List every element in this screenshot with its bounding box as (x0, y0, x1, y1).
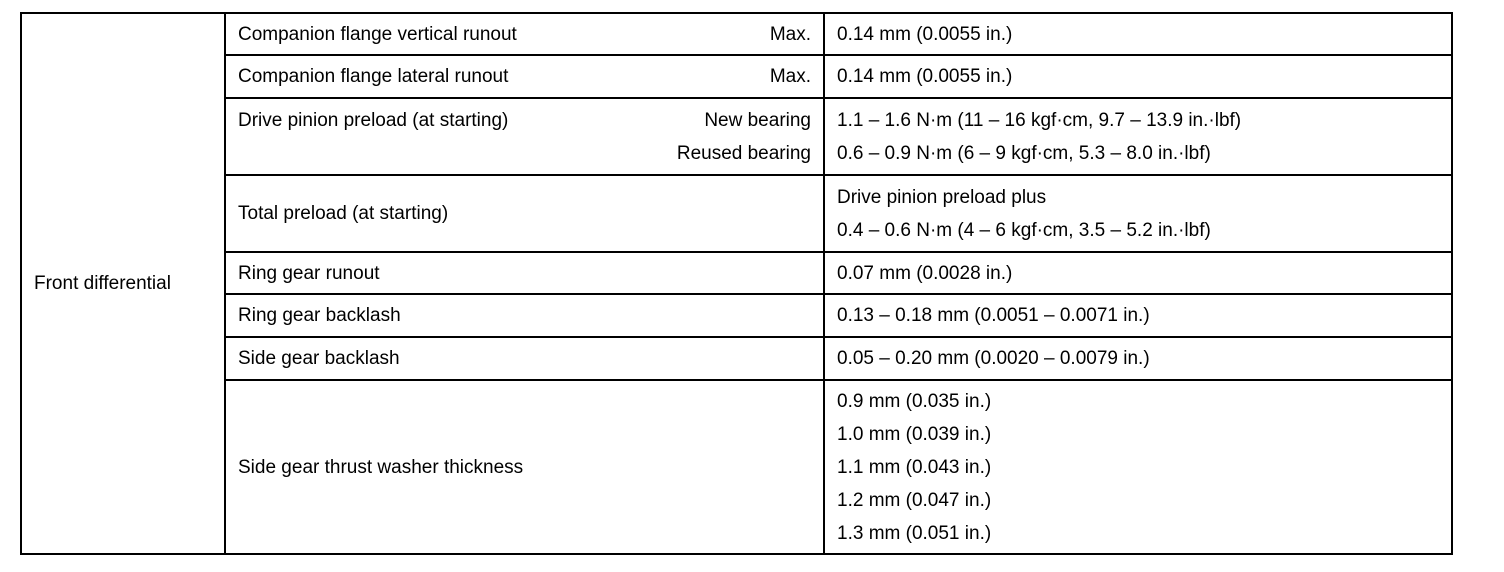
value-cell (824, 294, 1452, 337)
value-text: 0.07 mm (0.0028 in.) (837, 262, 1013, 284)
value-text: 0.9 mm (0.035 in.) (837, 390, 992, 412)
value-text: 1.3 mm (0.051 in.) (837, 522, 992, 544)
table-row (21, 294, 1452, 337)
item-label: Drive pinion preload (at starting) (238, 109, 509, 131)
qualifier-label: Reused bearing (676, 142, 811, 164)
item-label: Side gear thrust washer thickness (238, 456, 524, 478)
table-row (21, 175, 1452, 252)
value-text: 0.14 mm (0.0055 in.) (837, 23, 1013, 45)
value-text: 1.2 mm (0.047 in.) (837, 489, 992, 511)
item-cell (225, 13, 824, 55)
item-cell (225, 337, 824, 380)
table-row (21, 380, 1452, 554)
value-text: 1.1 – 1.6 N·m (11 – 16 kgf·cm, 9.7 – 13.9 in.·lbf) (837, 109, 1242, 131)
qualifier-label: New bearing (704, 109, 811, 131)
item-label: Companion flange lateral runout (238, 66, 509, 87)
item-label: Total preload (at starting) (238, 203, 449, 224)
item-label: Ring gear backlash (238, 305, 401, 326)
spec-table (20, 12, 1453, 555)
value-cell (824, 98, 1452, 175)
item-cell (225, 252, 824, 294)
qualifier-label: Max. (769, 23, 811, 45)
value-text: Drive pinion preload plus (837, 186, 1047, 208)
item-cell (225, 294, 824, 337)
table-row (21, 337, 1452, 380)
item-label: Side gear backlash (238, 348, 400, 369)
value-cell (824, 55, 1452, 98)
item-cell (225, 55, 824, 98)
value-cell (824, 175, 1452, 252)
value-cell (824, 252, 1452, 294)
value-cell (824, 337, 1452, 380)
value-text: 1.0 mm (0.039 in.) (837, 423, 992, 445)
value-text: 0.13 – 0.18 mm (0.0051 – 0.0071 in.) (837, 305, 1150, 326)
item-cell (225, 98, 824, 175)
value-text: 1.1 mm (0.043 in.) (837, 456, 992, 478)
table-row (21, 13, 1452, 55)
value-cell (824, 380, 1452, 554)
item-label: Ring gear runout (238, 262, 380, 284)
item-cell (225, 175, 824, 252)
value-text: 0.05 – 0.20 mm (0.0020 – 0.0079 in.) (837, 348, 1150, 369)
group-label: Front differential (34, 273, 171, 294)
value-text: 0.4 – 0.6 N·m (4 – 6 kgf·cm, 3.5 – 5.2 in.·lbf) (837, 219, 1211, 241)
item-label: Companion flange vertical runout (238, 23, 517, 45)
table-row (21, 252, 1452, 294)
value-text: 0.6 – 0.9 N·m (6 – 9 kgf·cm, 5.3 – 8.0 in.·lbf) (837, 142, 1211, 164)
group-cell (21, 13, 225, 554)
qualifier-label: Max. (769, 66, 811, 87)
value-cell (824, 13, 1452, 55)
value-text: 0.14 mm (0.0055 in.) (837, 66, 1013, 87)
item-cell (225, 380, 824, 554)
table-row (21, 55, 1452, 98)
table-row (21, 98, 1452, 175)
